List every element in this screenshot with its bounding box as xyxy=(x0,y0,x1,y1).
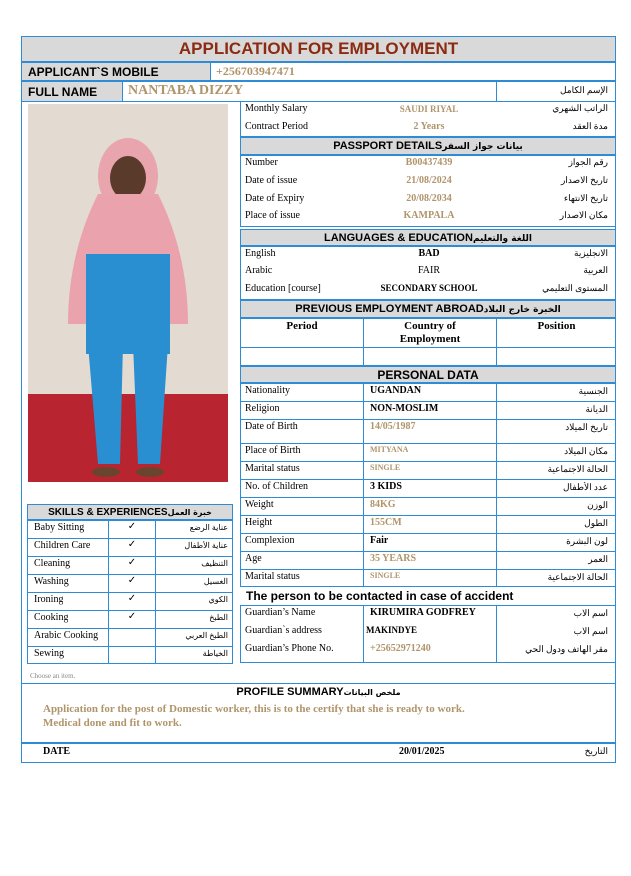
personal-row-line xyxy=(240,515,616,516)
personal-row-line xyxy=(240,419,616,420)
religion-arabic: الديانة xyxy=(585,404,608,414)
date-of-birth-label: Date of Birth xyxy=(245,421,298,432)
skill-label: Ironing xyxy=(34,594,64,605)
skill-label: Baby Sitting xyxy=(34,522,85,533)
skill-check-icon: ✓ xyxy=(127,575,137,586)
full-name-label: FULL NAME xyxy=(21,81,123,102)
marital-status-2-label: Marital status xyxy=(245,571,300,582)
arabic-lang-label: Arabic xyxy=(245,265,273,276)
skill-label: Washing xyxy=(34,576,69,587)
passport-number-label: Number xyxy=(245,157,278,168)
skill-arabic: الكوي xyxy=(208,595,228,604)
complexion-label: Complexion xyxy=(245,535,295,546)
personal-row-line xyxy=(240,551,616,552)
languages-header xyxy=(240,229,616,246)
personal-row-line xyxy=(240,569,616,570)
passport-header-text: PASSPORT DETAILS xyxy=(333,140,443,152)
languages-header-text: LANGUAGES & EDUCATION xyxy=(324,232,473,244)
guardian-phone-label: Guardian’s Phone No. xyxy=(245,643,334,654)
skill-arabic: الخياطة xyxy=(202,649,228,658)
personal-row-line xyxy=(240,497,616,498)
marital-status-label: Marital status xyxy=(245,463,300,474)
personal-row-line xyxy=(240,479,616,480)
height-value: 155CM xyxy=(370,517,402,528)
english-arabic: الانجليزية xyxy=(574,248,608,258)
skill-arabic: الطبخ العربي xyxy=(185,631,228,640)
nationality-arabic: الجنسية xyxy=(578,386,608,396)
applicant-photo-illustration xyxy=(28,104,228,482)
contract-period-label: Contract Period xyxy=(245,121,309,132)
skill-arabic: التنظيف xyxy=(201,559,228,568)
weight-arabic: الوزن xyxy=(587,500,608,510)
skill-label: Cleaning xyxy=(34,558,71,569)
skills-header-arabic: خبرة العمل xyxy=(167,508,212,517)
profile-summary-header-text: PROFILE SUMMARY xyxy=(236,686,344,698)
passport-expiry-value: 20/08/2034 xyxy=(406,193,452,204)
profile-summary-header-arabic: ملخص البيانات xyxy=(343,688,401,697)
passport-number-arabic: رقم الجواز xyxy=(568,157,608,167)
skill-label: Children Care xyxy=(34,540,91,551)
complexion-arabic: لون البشرة xyxy=(566,536,608,546)
marital-status-2-value: SINGLE xyxy=(370,571,401,580)
guardian-phone-arabic: مقر الهاتف ودول الحي xyxy=(525,644,608,654)
nationality-label: Nationality xyxy=(245,385,290,396)
previous-period-header: Period xyxy=(286,320,318,332)
contract-period-value: 2 Years xyxy=(413,121,445,132)
personal-row-line xyxy=(240,401,616,402)
skill-check-icon: ✓ xyxy=(127,593,137,604)
date-of-birth-value: 14/05/1987 xyxy=(370,421,416,432)
complexion-value: Fair xyxy=(370,535,389,546)
monthly-salary-arabic: الراتب الشهري xyxy=(552,103,608,113)
age-value: 35 YEARS xyxy=(370,553,417,564)
previous-employment-header-text: PREVIOUS EMPLOYMENT ABROAD xyxy=(295,303,484,315)
guardian-name-value: KIRUMIRA GODFREY xyxy=(370,607,476,618)
guardian-name-arabic: اسم الاب xyxy=(573,608,608,618)
education-label: Education [course] xyxy=(245,283,321,294)
education-arabic: المستوى التعليمي xyxy=(542,283,608,293)
previous-employment-header-arabic: الخبرة خارج البلاد xyxy=(483,305,561,315)
skill-label: Sewing xyxy=(34,648,64,659)
applicant-photo xyxy=(28,104,228,482)
personal-row-line xyxy=(240,443,616,444)
passport-issue-label: Date of issue xyxy=(245,175,298,186)
passport-place-arabic: مكان الاصدار xyxy=(559,210,608,220)
previous-country-header: Country of Employment xyxy=(399,320,461,345)
date-arabic: التاريخ xyxy=(584,746,608,756)
skills-header-text: SKILLS & EXPERIENCES xyxy=(48,507,168,518)
full-name-arabic: الإسم الكامل xyxy=(559,85,608,95)
passport-issue-value: 21/08/2024 xyxy=(406,175,452,186)
choose-item-placeholder[interactable]: Choose an item. xyxy=(30,672,76,680)
passport-expiry-arabic: تاريخ الانتهاء xyxy=(563,193,608,203)
skills-header xyxy=(27,504,233,520)
skill-check-icon: ✓ xyxy=(127,557,137,568)
arabic-lang-arabic: العربية xyxy=(583,265,608,275)
marital-status-arabic: الحالة الاجتماعية xyxy=(547,464,608,474)
previous-position-header: Position xyxy=(537,320,576,332)
passport-place-value: KAMPALA xyxy=(403,210,455,221)
personal-data-header: PERSONAL DATA xyxy=(240,366,616,383)
guardian-address-arabic: اسم الاب xyxy=(573,626,608,636)
skill-check-icon: ✓ xyxy=(127,521,137,532)
date-label: DATE xyxy=(43,746,71,757)
skill-arabic: عناية الرضع xyxy=(189,523,228,532)
religion-value: NON-MOSLIM xyxy=(370,403,439,414)
skills-row-line xyxy=(27,628,233,629)
skill-check-icon: ✓ xyxy=(127,539,137,550)
place-of-birth-value: MITYANA xyxy=(370,445,409,454)
previous-empty-row xyxy=(240,347,616,366)
passport-header-arabic: بيانات جواز السفر xyxy=(442,142,523,152)
passport-header xyxy=(240,137,616,155)
religion-label: Religion xyxy=(245,403,280,414)
skill-arabic: عناية الأطفال xyxy=(184,541,228,550)
skill-arabic: الغسيل xyxy=(203,577,228,586)
guardian-phone-value: +25652971240 xyxy=(370,643,431,654)
education-value: SECONDARY SCHOOL xyxy=(380,283,478,293)
skill-label: Cooking xyxy=(34,612,69,623)
skills-row-line xyxy=(27,646,233,647)
personal-row-line xyxy=(240,533,616,534)
profile-summary-header xyxy=(21,684,616,700)
passport-issue-arabic: تاريخ الاصدار xyxy=(560,175,608,185)
age-arabic: العمر xyxy=(588,554,608,564)
skill-check-icon: ✓ xyxy=(127,611,137,622)
place-of-birth-arabic: مكان الميلاد xyxy=(564,446,608,456)
marital-status-value: SINGLE xyxy=(370,463,401,472)
skill-arabic: الطبخ xyxy=(209,613,228,622)
english-value: BAD xyxy=(418,248,440,259)
guardian-address-value: MAKINDYE xyxy=(366,625,417,635)
monthly-salary-label: Monthly Salary xyxy=(245,103,308,114)
guardian-name-label: Guardian’s Name xyxy=(245,607,316,618)
place-of-birth-label: Place of Birth xyxy=(245,445,301,456)
passport-place-label: Place of issue xyxy=(245,210,300,221)
mobile-label: APPLICANT`S MOBILE xyxy=(21,62,211,81)
full-name-value: NANTABA DIZZY xyxy=(128,83,244,98)
contract-period-arabic: مدة العقد xyxy=(572,121,608,131)
guardian-address-label: Guardian`s address xyxy=(245,625,322,636)
languages-header-arabic: اللغة والتعليم xyxy=(472,234,532,244)
children-arabic: عدد الأطفال xyxy=(563,482,608,492)
date-of-birth-arabic: تاريخ الميلاد xyxy=(565,422,608,432)
arabic-lang-value: FAIR xyxy=(417,265,441,276)
weight-label: Weight xyxy=(245,499,274,510)
monthly-salary-value: SAUDI RIYAL xyxy=(399,104,459,114)
marital-status-2-arabic: الحالة الاجتماعية xyxy=(547,572,608,582)
age-label: Age xyxy=(245,553,262,564)
height-arabic: الطول xyxy=(584,518,608,528)
children-value: 3 KIDS xyxy=(370,481,402,492)
date-value: 20/01/2025 xyxy=(399,746,445,757)
previous-employment-header xyxy=(240,300,616,318)
height-label: Height xyxy=(245,517,273,528)
personal-row-line xyxy=(240,383,616,384)
nationality-value: UGANDAN xyxy=(370,385,422,396)
skill-label: Arabic Cooking xyxy=(34,630,99,641)
mobile-value: +256703947471 xyxy=(216,64,295,78)
guardian-header: The person to be contacted in case of accident xyxy=(246,589,514,603)
profile-summary-text-2: Medical done and fit to work. xyxy=(43,717,182,729)
page-title: APPLICATION FOR EMPLOYMENT xyxy=(21,36,616,62)
children-label: No. of Children xyxy=(245,481,309,492)
personal-row-line xyxy=(240,461,616,462)
weight-value: 84KG xyxy=(370,499,396,510)
passport-expiry-label: Date of Expiry xyxy=(245,193,305,204)
english-label: English xyxy=(245,248,276,259)
passport-number-value: B00437439 xyxy=(405,157,453,168)
profile-summary-text-1: Application for the post of Domestic worker, this is to the certify that she is ready to work. xyxy=(43,703,465,715)
